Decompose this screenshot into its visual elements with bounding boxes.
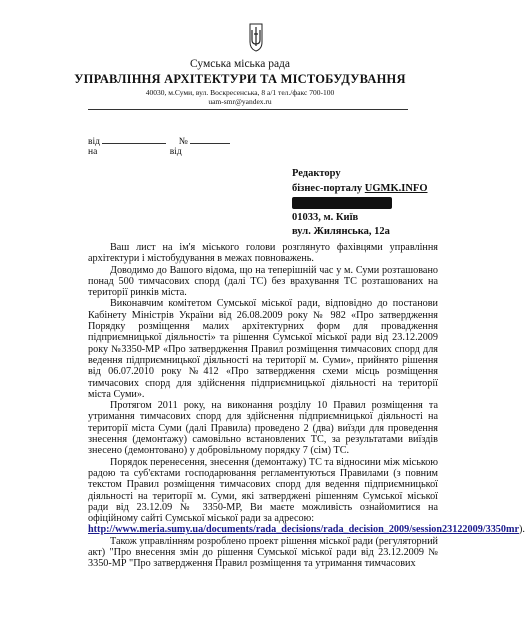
date-blank [102,134,166,144]
recipient-title: Редактору [292,168,341,179]
recipient-portal: бізнес-порталу UGMK.INFO [292,183,428,194]
incoming-reference [88,147,182,157]
recipient-city: 01033, м. Київ [292,212,359,223]
redacted-block [292,197,392,209]
coat-of-arms-icon [248,22,264,52]
to-from-label: від [169,147,182,157]
email: uam-smr@yandex.ru [208,97,272,106]
portal-site: UGMK.INFO [364,183,428,194]
address-line: 40030, м.Суми, вул. Воскресенська, 8 а/1 тел./факс 700-100 [145,88,335,97]
recipient-street: вул. Жилянська, 12а [292,226,390,237]
paragraph-1: Ваш лист на ім'я міського голови розглянуто фахівцями управління архітектури і містобудування в межах повноважень. [88,242,438,265]
from-label: від [88,137,100,147]
letter-body [88,242,525,570]
outgoing-reference [88,134,230,147]
paragraph-5-link: http://www.meria.sumy.ua/documents/rada_decisions/rada_decision_2009/session23122009/3350mr). [88,524,525,536]
redaction-bar [292,197,392,209]
paragraph-4: Протягом 2011 року, на виконання розділу 10 Правил розміщення та утримання тимчасових спорд для здійснення підприємницької діяльності на території міста Суми (далі Правила) проведено 2 (два) виїзди для проведення знесення (демонтажу) самовільно встановлених ТС, за результатами виїздів знесено (демонтовано) у добровільному порядку 7 (сім) ТС. [88,400,438,457]
paragraph-5: Порядок перенесення, знесення (демонтажу) ТС та відносини між міською радою та суб'єктами господарювання регламентуються Правилами (з повним текстом Правил розміщення тимчасових спорд для ведення підприємницької діяльності на території м. Суми, які затверджені рішенням Сумської міської ради від 23.12.09 № 3350-МР, Ви маєте можливість ознайомитися на офіційному сайті Сумської міської ради за адресою: [88,456,438,525]
number-blank [190,134,230,144]
department-name: УПРАВЛІННЯ АРХІТЕКТУРИ ТА МІСТОБУДУВАННЯ [74,72,406,86]
number-label: № [178,137,188,147]
paragraph-2: Доводимо до Вашого відома, що на теперішній час у м. Суми розташовано понад 500 тимчасових спорд (далі ТС) без врахування ТС розташованих на території ринків міста. [88,264,438,299]
council-name: Сумська міська рада [189,58,291,70]
header-divider [88,109,408,110]
paragraph-3: Виконавчим комітетом Сумської міської ради, відповідно до постанови Кабінету Міністрів України від 26.08.2009 року № 982 «Про затвердження Порядку розміщення малих архітектурних форм для провадження підприємницької діяльності» та рішення Сумської міської ради від 23.12.2009 року №3350-МР «Про затвердження Правил розміщення тимчасових спорд для ведення підприємницької діяльності на території м. Суми», прийнято рішення від 06.07.2010 року №412 «Про затвердження схеми місць розміщення тимчасових спорд для здійснення підприємницької діяльності на території міста Суми». [88,298,438,400]
paragraph-6: Також управлінням розроблено проект рішення міської ради (регуляторний акт) "Про внесення змін до рішення Сумської міської ради від 23.12.2009 № 3350-МР "Про затвердження Правил розміщення та утримання тимчасових [88,535,438,570]
to-label: на [88,147,98,157]
rada-decision-link[interactable]: http://www.meria.sumy.ua/documents/rada_decisions/rada_decision_2009/session23122009/3350mr [88,524,520,536]
